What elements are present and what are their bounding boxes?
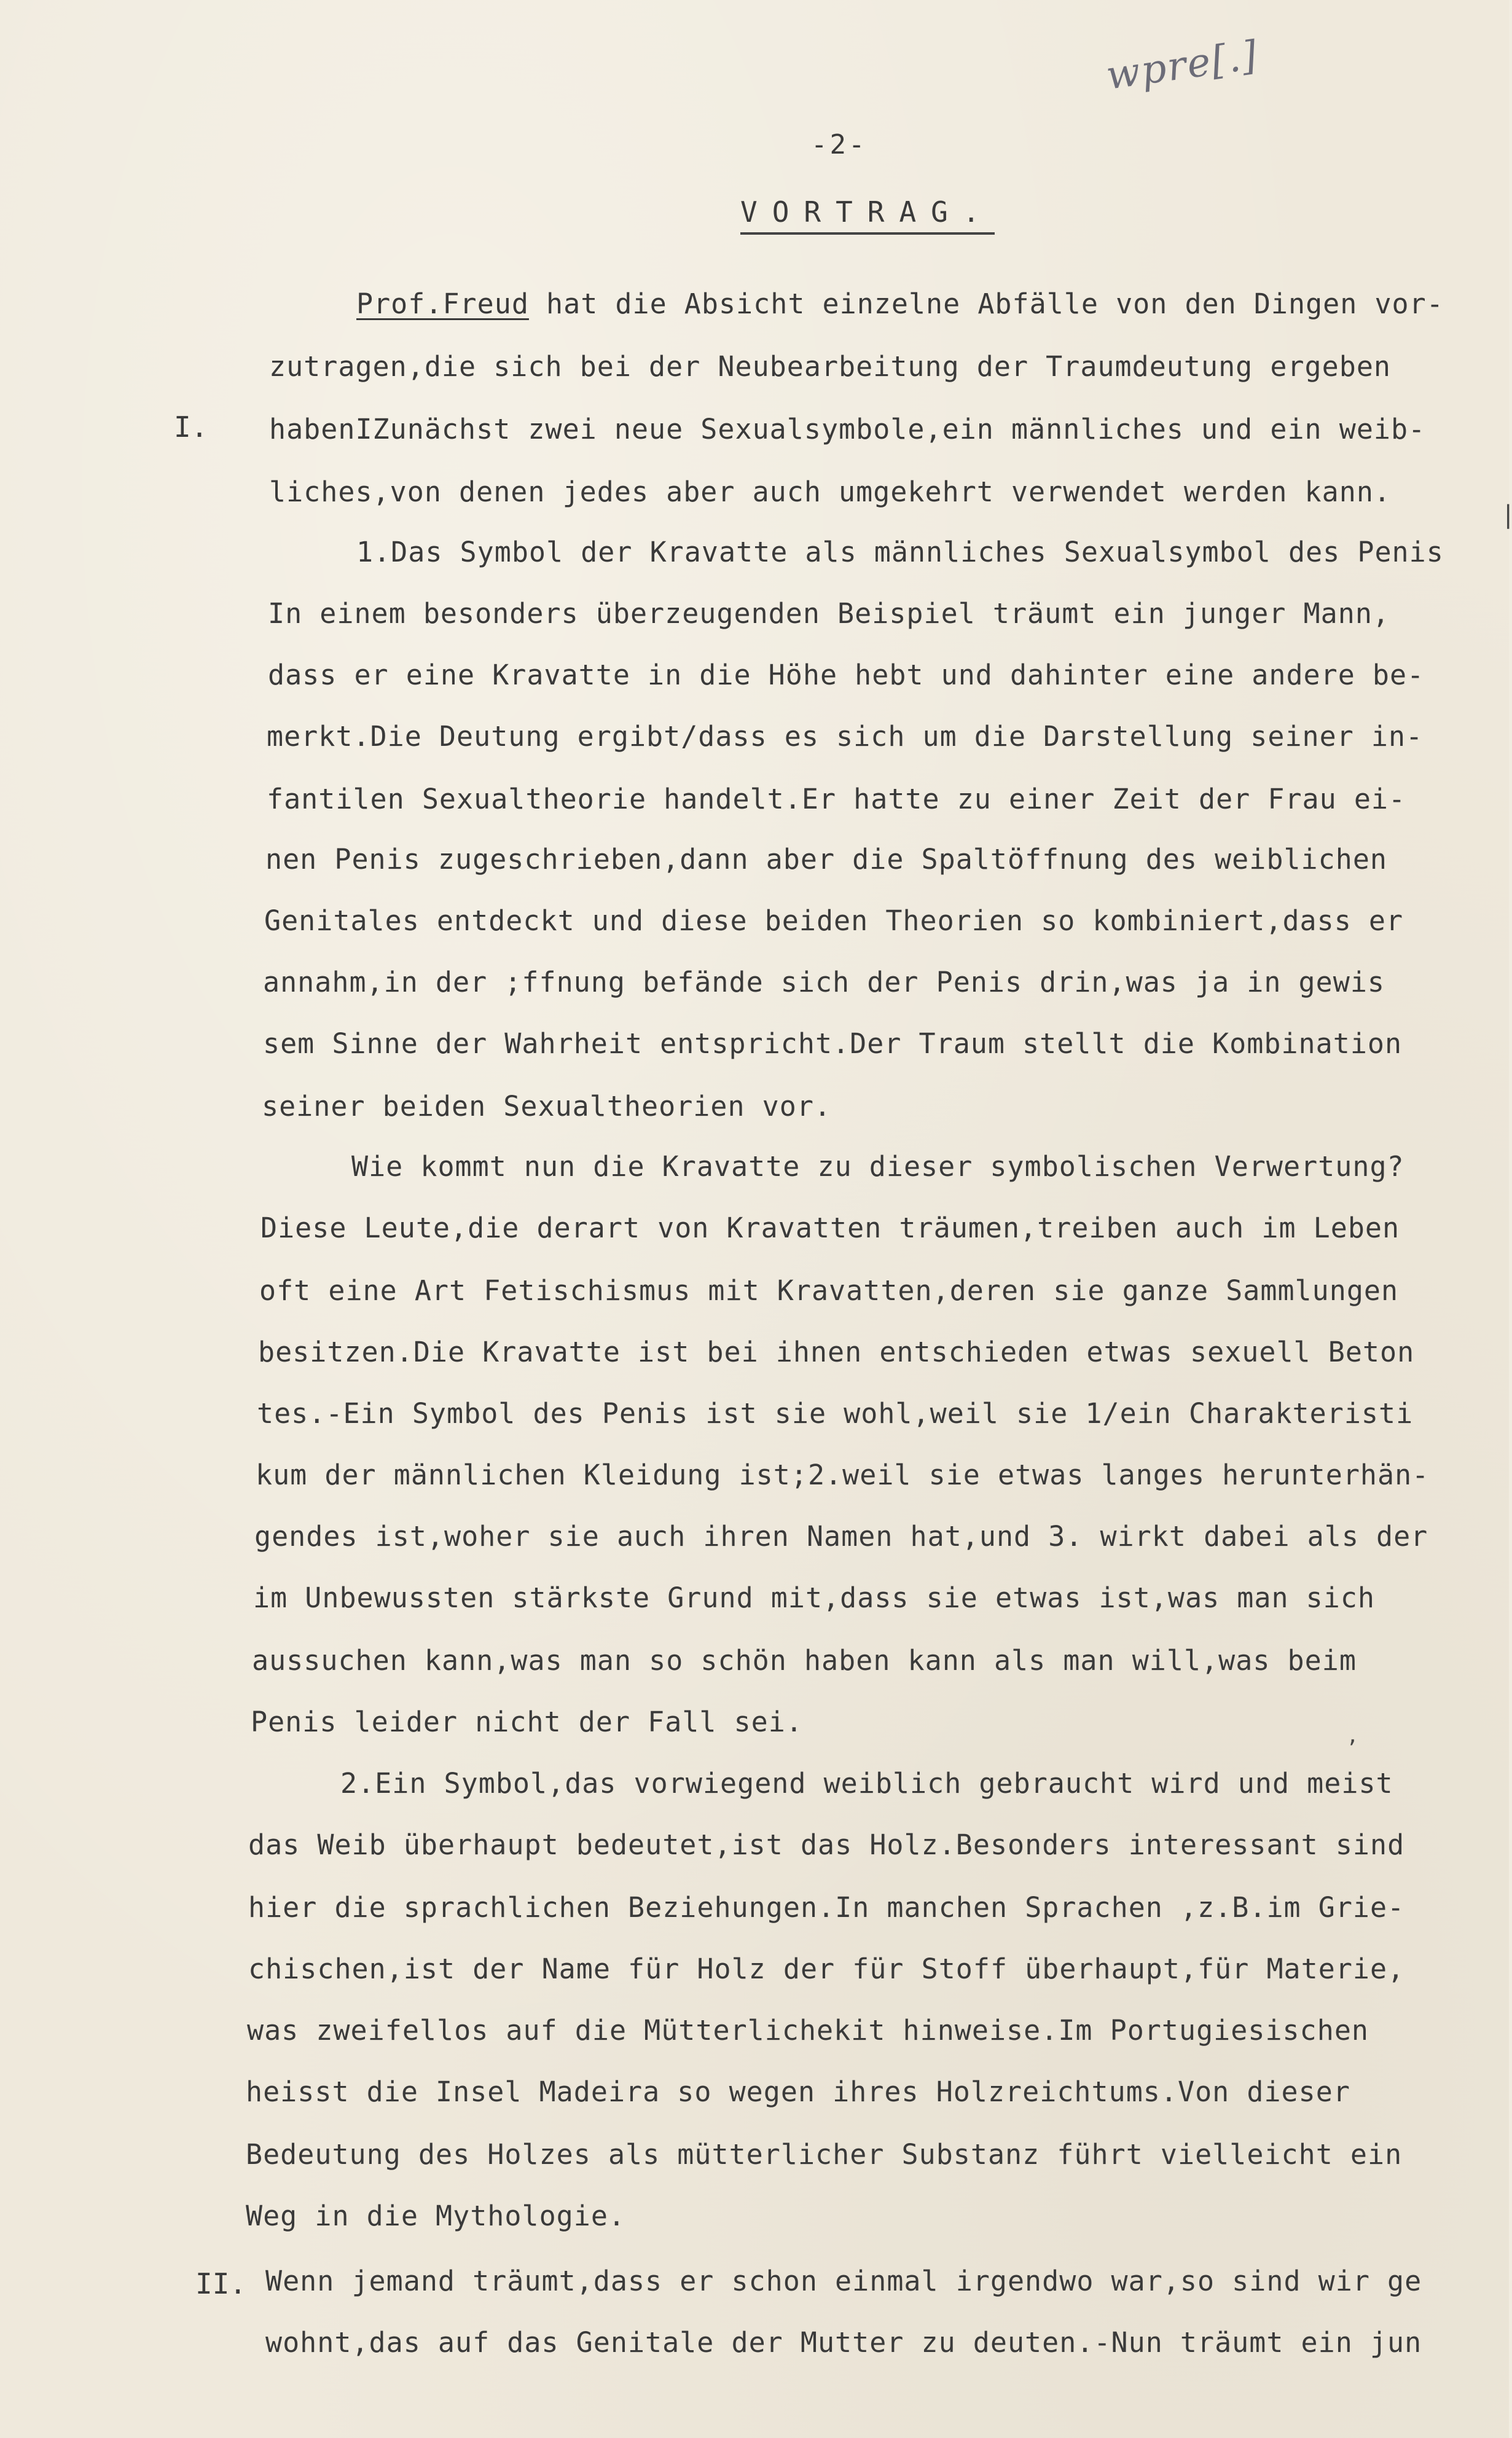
document-title: VORTRAG. [740,195,995,235]
text-line: wohnt,das auf das Genitale der Mutter zu deuten.-Nun träumt ein jun [265,2326,1422,2359]
text-line: tes.-Ein Symbol des Penis ist sie wohl,weil sie 1/ein Charakteristi [257,1397,1414,1430]
text-line: fantilen Sexualtheorie handelt.Er hatte zu einer Zeit der Frau ei- [267,783,1406,815]
text-line: Prof.Freud hat die Absicht einzelne Abfälle von den Dingen vor- [356,288,1444,320]
text-line: seiner beiden Sexualtheorien vor. [262,1090,832,1123]
text-line: aussuchen kann,was man so schön haben kann als man will,was beim [252,1644,1357,1677]
text-line: hier die sprachlichen Beziehungen.In manchen Sprachen ,z.B.im Grie- [248,1891,1405,1924]
text-line: Weg in die Mythologie. [246,2200,626,2232]
author-name: Prof.Freud [356,288,529,320]
text-line: zutragen,die sich bei der Neubearbeitung der Traumdeutung ergeben [269,350,1391,383]
pen-mark: | [1504,501,1512,529]
text-line: kum der männlichen Kleidung ist;2.weil sie etwas langes herunterhän- [256,1459,1430,1491]
text-line: gendes ist,woher sie auch ihren Namen hat,und 3. wirkt dabei als der [254,1520,1428,1553]
margin-marker-roman-one: I. [174,410,208,444]
text-line: In einem besonders überzeugenden Beispiel träumt ein junger Mann, [268,597,1390,630]
text-line: das Weib überhaupt bedeutet,ist das Holz.Besonders interessant sind [248,1828,1405,1861]
text-line: nen Penis zugeschrieben,dann aber die Spaltöffnung des weiblichen [265,843,1387,876]
handwritten-note: wpre[.] [1103,33,1261,99]
margin-marker-roman-two: II. [195,2267,247,2300]
text-line: Wenn jemand träumt,dass er schon einmal irgendwo war,so sind wir ge [265,2265,1422,2297]
text-line: Penis leider nicht der Fall sei. [251,1706,803,1738]
page-number: -2- [811,129,868,160]
text-line: chischen,ist der Name für Holz der für Stoff überhaupt,für Materie, [248,1953,1405,1985]
text-line: merkt.Die Deutung ergibt/dass es sich um die Darstellung seiner in- [267,720,1424,753]
text-line: Genitales entdeckt und diese beiden Theorien so kombiniert,dass er [264,904,1404,937]
text-line: 1.Das Symbol der Kravatte als männliches Sexualsymbol des Penis [356,536,1444,568]
pen-mark: , [1349,1720,1357,1749]
text-line: 2.Ein Symbol,das vorwiegend weiblich gebraucht wird und meist [340,1767,1393,1800]
text-line: sem Sinne der Wahrheit entspricht.Der Traum stellt die Kombination [263,1027,1403,1060]
text-line: liches,von denen jedes aber auch umgekehrt verwendet werden kann. [269,476,1391,508]
text-line: was zweifellos auf die Mütterlichekit hinweise.Im Portugiesischen [247,2014,1369,2047]
text-line: Wie kommt nun die Kravatte zu dieser symbolischen Verwertung? [351,1150,1404,1183]
text-line: Diese Leute,die derart von Kravatten träumen,treiben auch im Leben [260,1212,1400,1244]
text-line: besitzen.Die Kravatte ist bei ihnen entschieden etwas sexuell Beton [258,1336,1415,1368]
text-line: dass er eine Kravatte in die Höhe hebt und dahinter eine andere be- [268,659,1425,691]
text-line: Bedeutung des Holzes als mütterlicher Substanz führt vielleicht ein [246,2138,1403,2171]
text-line: habenIZunächst zwei neue Sexualsymbole,ein männliches und ein weib- [269,413,1426,445]
text-line: oft eine Art Fetischismus mit Kravatten,deren sie ganze Sammlungen [259,1274,1399,1307]
text-line: annahm,in der ;ffnung befände sich der Penis drin,was ja in gewis [263,966,1385,998]
text-line: im Unbewussten stärkste Grund mit,dass sie etwas ist,was man sich [253,1582,1375,1614]
text-line: heisst die Insel Madeira so wegen ihres Holzreichtums.Von dieser [246,2075,1350,2108]
